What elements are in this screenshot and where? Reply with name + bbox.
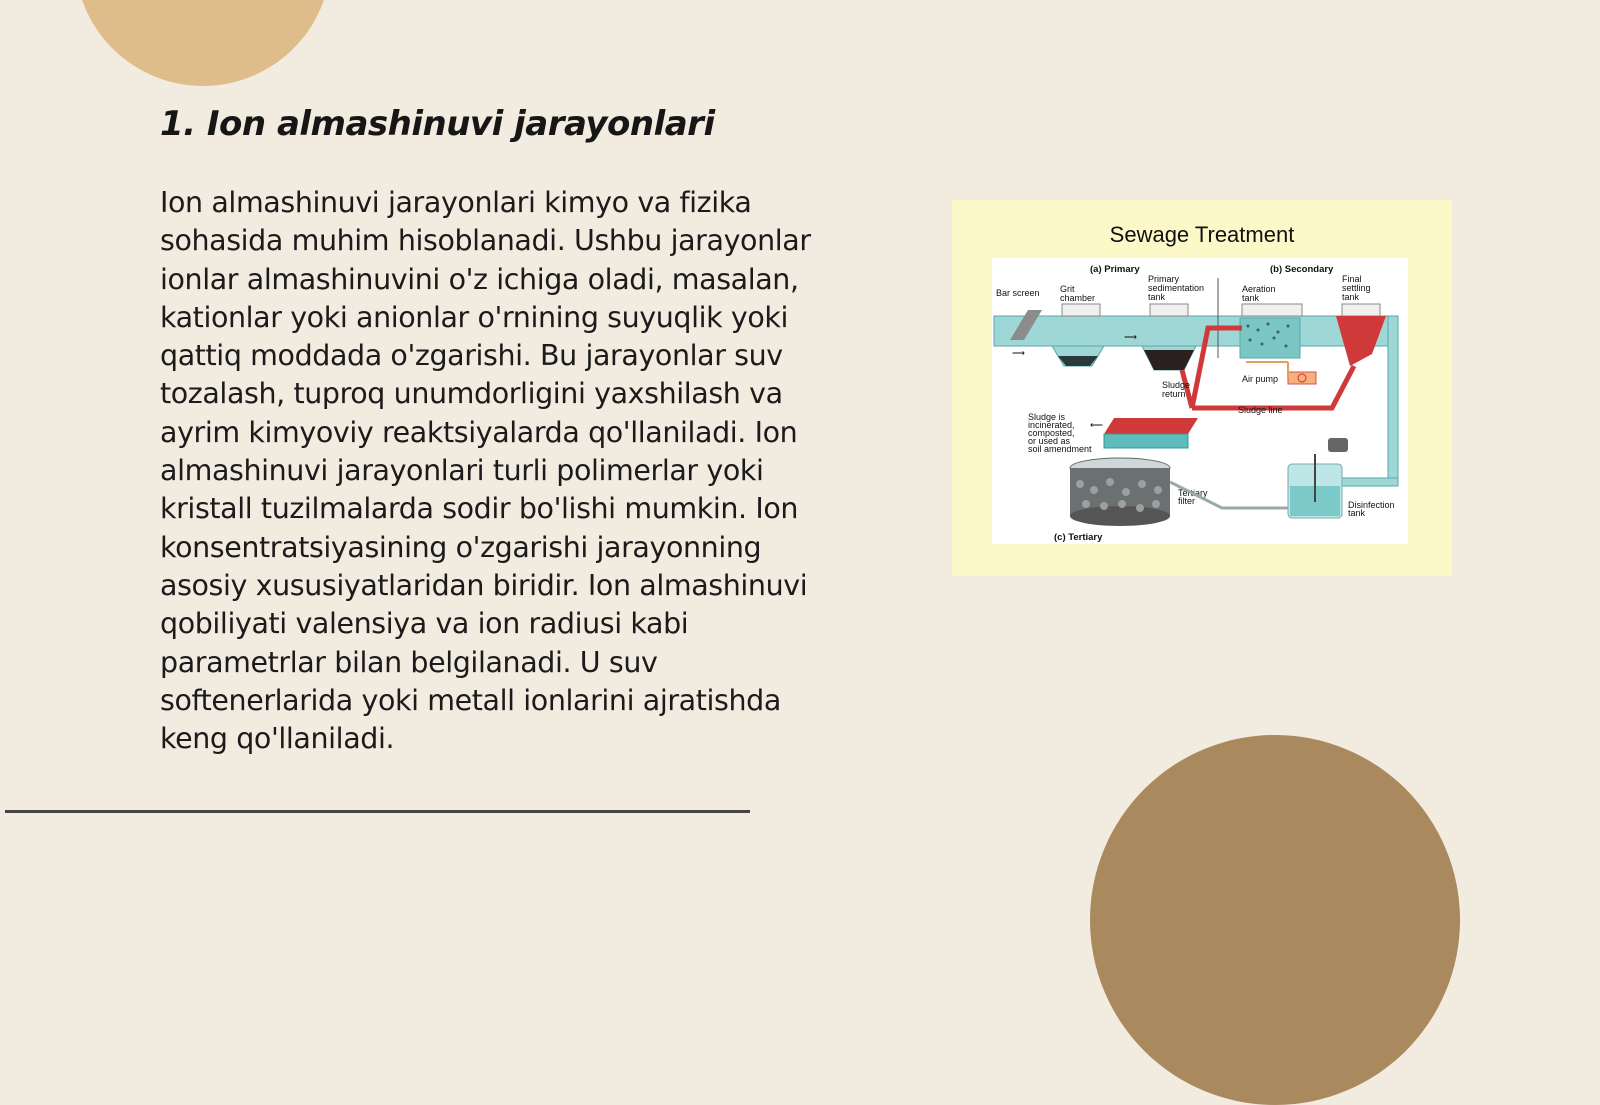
settling-cover [1342,304,1380,316]
sludge-arrow: ⟵ [1090,420,1103,430]
label-sludge-is-1: Sludge is [1028,412,1066,422]
main-channel [994,316,1396,346]
label-primary-sed-3: tank [1148,292,1166,302]
figure-title: Sewage Treatment [1109,222,1295,247]
flow-arrow-1: ⟶ [1012,348,1025,358]
label-tertiary-filter-1: Tertiary [1178,488,1208,498]
label-sludge-is-2: incinerated, [1028,420,1075,430]
label-grit-chamber: chamber [1060,293,1096,303]
label-primary-sed-1: Primary [1148,274,1179,284]
decorative-circle-bottom [1090,735,1460,1105]
label-sludge-is-5: soil amendment [1028,444,1092,454]
label-final-3: tank [1342,292,1360,302]
slide-paragraph: Ion almashinuvi jarayonlari kimyo va fizika sohasida muhim hisoblanadi. Ushbu jarayonlar ionlar almashinuvini o'z ichiga oladi, masalan, kationlar yoki anionlar o'rnining suyuqlik yoki qattiq moddada o'zgarishi. Bu jarayonlar suv tozalash, tuproq unumdorligini yaxshilash va ayrim kimyoviy reaktsiyalarda qo'llaniladi. Ion almashinuvi jarayonlari turli polimerlar yoki kristall tuzilmalarda sodir bo'lishi mumkin. Ion konsentratsiyasining o'zgarishi jarayonning asosiy xususiyatlaridan biridir. Ion almashinuvi qobiliyati valensiya va ion radiusi kabi parametrlar bilan belgilanadi. U suv softenerlarida yoki metall ionlarini ajratishda keng qo'llaniladi. [160,186,811,756]
grit-chamber-cover [1062,304,1100,316]
label-primary-sed-2: sedimentation [1148,283,1205,293]
label-air-pump: Air pump [1242,374,1279,384]
label-secondary: (b) Secondary [1270,264,1334,275]
mixer-motor [1328,438,1348,452]
sedimentation-cover [1150,304,1188,316]
right-pipe [1388,316,1398,486]
sewage-treatment-figure [952,200,1452,576]
aeration-cover [1242,304,1302,316]
label-sludge-is-3: composted, [1028,428,1075,438]
decorative-circle-top [75,0,331,86]
label-bar-screen: Bar screen [996,288,1040,298]
label-primary: (a) Primary [1090,264,1140,275]
sludge-bed [1104,434,1188,448]
slide-title: 1. Ion almashinuvi jarayonlari [160,104,715,144]
label-sludge-line: Sludge line [1238,405,1283,415]
label-sludge-return-2: return [1162,389,1186,399]
label-disinfection-2: tank [1348,508,1366,518]
divider-line [5,810,750,813]
label-tertiary-filter-2: filter [1178,496,1196,506]
flow-arrow-2: ⟶ [1124,332,1137,342]
label-final-2: settling [1342,283,1371,293]
label-grit: Grit [1060,284,1075,294]
tertiary-filter-bottom [1070,506,1170,526]
sewage-treatment-diagram [992,258,1408,544]
label-tertiary: (c) Tertiary [1054,532,1103,543]
label-aeration-2: tank [1242,293,1260,303]
label-sludge-return-1: Sludge [1162,380,1191,390]
sludge-bed-top [1104,418,1198,434]
aeration-tank [1240,318,1300,358]
label-aeration-1: Aeration [1242,284,1276,294]
label-final-1: Final [1342,274,1362,284]
label-disinfection-1: Disinfection [1348,500,1395,510]
label-sludge-is-4: or used as [1028,436,1071,446]
